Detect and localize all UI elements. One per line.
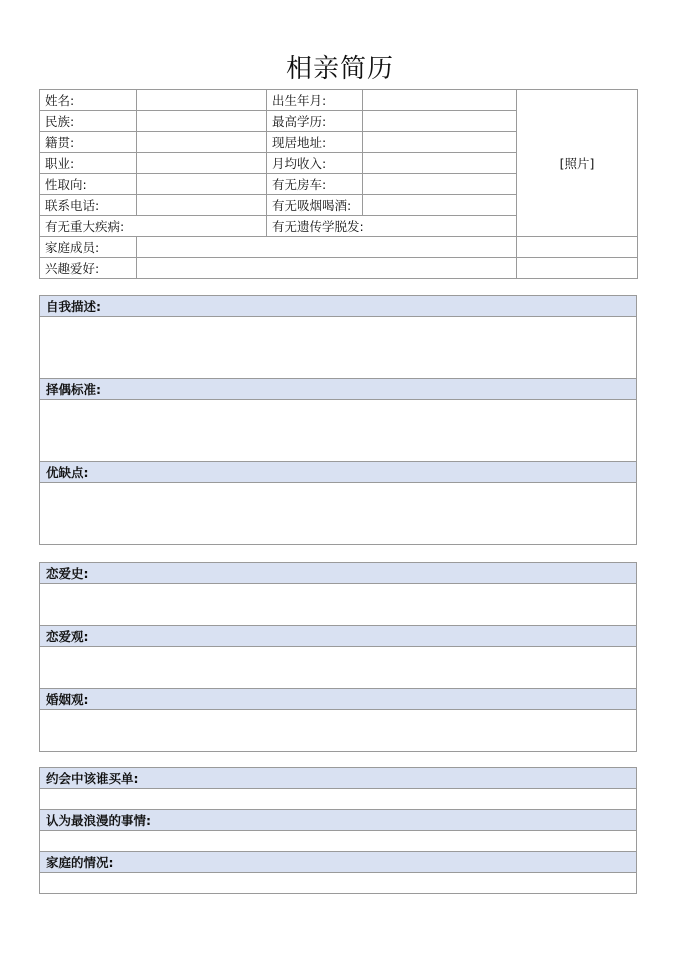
love-view-box[interactable]: [40, 647, 637, 689]
pros-cons-box[interactable]: [40, 483, 637, 545]
relationship-section-table: [39, 562, 637, 752]
hometown-value-cell[interactable]: [137, 132, 267, 153]
family-members-label: 家庭成员:: [40, 237, 137, 258]
family-situation-header: 家庭的情况:: [40, 852, 637, 873]
hobbies-label: 兴趣爱好:: [40, 258, 137, 279]
house-car-value-cell[interactable]: [363, 174, 517, 195]
orientation-value-cell[interactable]: [137, 174, 267, 195]
romantic-thing-header: 认为最浪漫的事情:: [40, 810, 637, 831]
phone-label: 联系电话:: [40, 195, 137, 216]
income-value-cell[interactable]: [363, 153, 517, 174]
self-description-header: 自我描述:: [40, 296, 637, 317]
birth-value-cell[interactable]: [363, 90, 517, 111]
hobbies-value-cell[interactable]: [137, 258, 517, 279]
basic-info-table: [39, 89, 638, 279]
smoke-drink-value-cell[interactable]: [363, 195, 517, 216]
romantic-thing-box[interactable]: [40, 831, 637, 852]
date-bill-box[interactable]: [40, 789, 637, 810]
misc-section-table: [39, 767, 637, 894]
phone-value-cell[interactable]: [137, 195, 267, 216]
house-car-label: 有无房车:: [267, 174, 363, 195]
pros-cons-header: 优缺点:: [40, 462, 637, 483]
address-value-cell[interactable]: [363, 132, 517, 153]
ethnicity-label: 民族:: [40, 111, 137, 132]
marriage-view-box[interactable]: [40, 710, 637, 752]
birth-label: 出生年月:: [267, 90, 363, 111]
love-history-box[interactable]: [40, 584, 637, 626]
self-description-box[interactable]: [40, 317, 637, 379]
photo-placeholder[interactable]: [照片]: [517, 90, 638, 237]
orientation-label: 性取向:: [40, 174, 137, 195]
marriage-view-header: 婚姻观:: [40, 689, 637, 710]
hobbies-extra-cell[interactable]: [517, 258, 638, 279]
hair-loss-label: 有无遗传学脱发:: [267, 216, 517, 237]
love-history-header: 恋爱史:: [40, 563, 637, 584]
date-bill-header: 约会中该谁买单:: [40, 768, 637, 789]
illness-label: 有无重大疾病:: [40, 216, 267, 237]
family-situation-box[interactable]: [40, 873, 637, 894]
education-value-cell[interactable]: [363, 111, 517, 132]
smoke-drink-label: 有无吸烟喝酒:: [267, 195, 363, 216]
partner-criteria-box[interactable]: [40, 400, 637, 462]
family-members-extra-cell[interactable]: [517, 237, 638, 258]
income-label: 月均收入:: [267, 153, 363, 174]
page-title: 相亲简历: [285, 54, 394, 84]
education-label: 最高学历:: [267, 111, 363, 132]
occupation-label: 职业:: [40, 153, 137, 174]
partner-criteria-header: 择偶标准:: [40, 379, 637, 400]
name-label: 姓名:: [40, 90, 137, 111]
ethnicity-value-cell[interactable]: [137, 111, 267, 132]
address-label: 现居地址:: [267, 132, 363, 153]
family-members-value-cell[interactable]: [137, 237, 517, 258]
occupation-value-cell[interactable]: [137, 153, 267, 174]
self-section-table: [39, 295, 637, 545]
hometown-label: 籍贯:: [40, 132, 137, 153]
name-value-cell[interactable]: [137, 90, 267, 111]
love-view-header: 恋爱观:: [40, 626, 637, 647]
